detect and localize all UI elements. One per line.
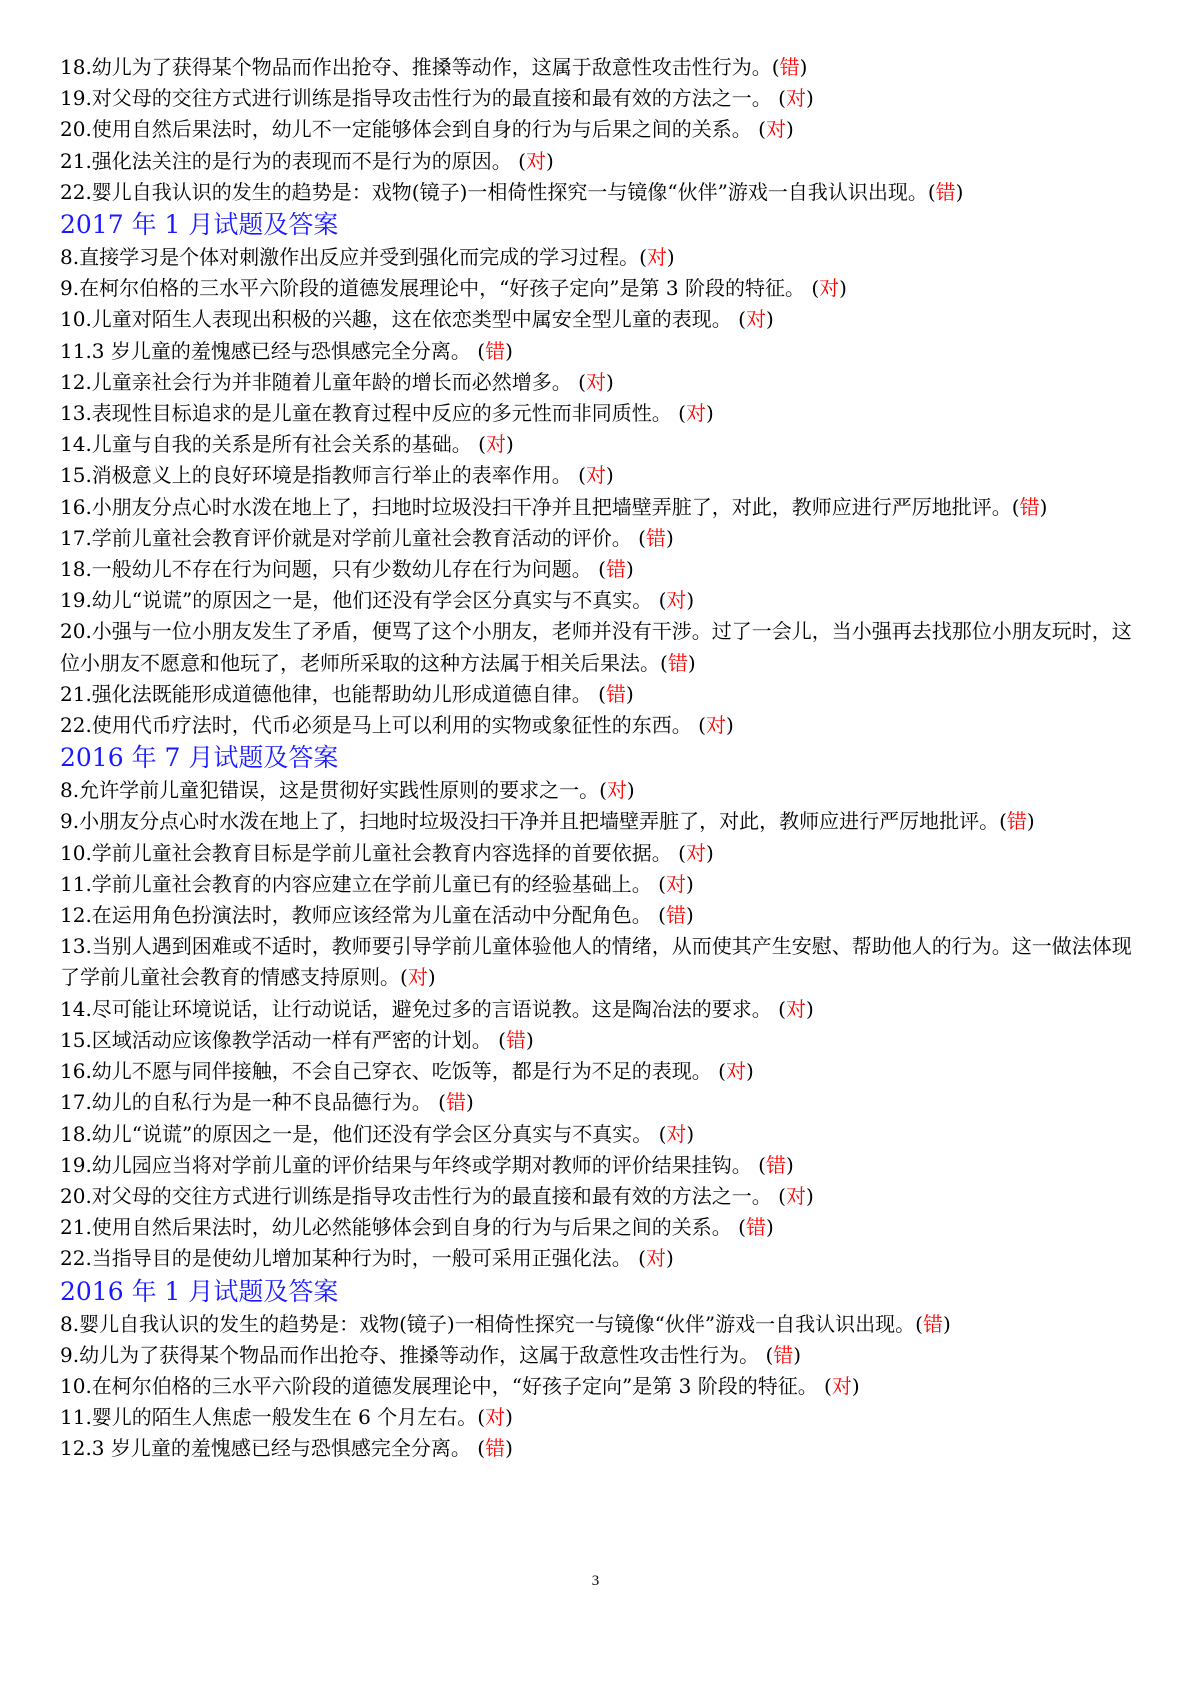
question-text: 20.对父母的交往方式进行训练是指导攻击性行为的最直接和最有效的方法之一。 ( [60, 1183, 786, 1208]
answer-mark: 对 [665, 871, 686, 896]
question-text: 19.对父母的交往方式进行训练是指导攻击性行为的最直接和最有效的方法之一。 ( [60, 86, 786, 111]
answer-mark: 对 [407, 965, 428, 990]
question-text: 16.幼儿不愿与同伴接触，不会自己穿衣、吃饭等，都是行为不足的表现。 ( [60, 1059, 726, 1084]
question-item [60, 177, 1142, 208]
answer-mark: 对 [785, 1183, 806, 1208]
answer-mark: 对 [525, 148, 546, 173]
question-text: 22.当指导目的是使幼儿增加某种行为时，一般可采用正强化法。 ( [60, 1246, 646, 1271]
answer-mark: 对 [819, 276, 840, 301]
section-heading: 2016 年 1 月试题及答案 [60, 1276, 339, 1306]
question-text: 10.儿童对陌生人表现出积极的兴趣，这在依恋类型中属安全型儿童的表现。 ( [60, 307, 746, 332]
question-item [60, 492, 1142, 523]
question-item [60, 1433, 1142, 1464]
question-item [60, 429, 1142, 460]
question-item [60, 1150, 1142, 1181]
page-number: 3 [591, 1573, 600, 1589]
closing-paren: ) [625, 557, 634, 582]
question-item [60, 336, 1142, 367]
question-item [60, 554, 1142, 585]
closing-paren: ) [605, 369, 614, 394]
closing-paren: ) [665, 1246, 674, 1271]
question-text: 15.区域活动应该像教学活动一样有严密的计划。 ( [60, 1027, 506, 1052]
closing-paren: ) [942, 1311, 951, 1336]
answer-mark: 对 [485, 1405, 506, 1430]
question-text: 21.强化法关注的是行为的表现而不是行为的原因。 ( [60, 148, 526, 173]
closing-paren: ) [955, 179, 964, 204]
question-text: 20.使用自然后果法时，幼儿不一定能够体会到自身的行为与后果之间的关系。 ( [60, 117, 766, 142]
question-item [60, 838, 1142, 869]
question-item [60, 52, 1142, 83]
question-item [60, 1119, 1142, 1150]
closing-paren: ) [505, 1405, 513, 1430]
answer-mark: 对 [606, 778, 627, 803]
closing-paren: ) [685, 903, 694, 928]
question-item [60, 1025, 1142, 1056]
question-text: 22.婴儿自我认识的发生的趋势是：戏物(镜子)一相倚性探究一与镜像“伙伴”游戏一自我认识出现。( [60, 179, 936, 204]
question-item [60, 398, 1142, 429]
closing-paren: ) [765, 307, 774, 332]
answer-mark: 错 [1006, 809, 1027, 834]
closing-paren: ) [687, 650, 696, 675]
answer-mark: 对 [705, 713, 726, 738]
question-text: 11.3 岁儿童的羞愧感已经与恐惧感完全分离。 ( [60, 338, 486, 363]
question-item [60, 1087, 1142, 1118]
closing-paren: ) [799, 55, 808, 79]
question-item [60, 1371, 1142, 1402]
question-item [60, 1243, 1142, 1274]
question-text: 18.幼儿“说谎”的原因之一是，他们还没有学会区分真实与不真实。 ( [60, 1121, 667, 1146]
closing-paren: ) [805, 996, 814, 1021]
answer-mark: 错 [745, 1215, 766, 1240]
closing-paren: ) [686, 588, 695, 613]
closing-paren: ) [1039, 494, 1048, 519]
answer-mark: 错 [605, 681, 626, 706]
document-page [60, 52, 1142, 1465]
closing-paren: ) [793, 1342, 802, 1367]
question-item [60, 1309, 1142, 1340]
answer-mark: 错 [445, 1090, 466, 1115]
closing-paren: ) [427, 965, 436, 990]
question-text: 11.婴儿的陌生人焦虑一般发生在 6 个月左右。( [60, 1405, 486, 1430]
answer-mark: 错 [765, 1152, 786, 1177]
section-heading: 2016 年 7 月试题及答案 [60, 743, 339, 773]
answer-mark: 对 [666, 588, 687, 613]
question-text: 9.在柯尔伯格的三水平六阶段的道德发展理论中，“好孩子定向”是第 3 阶段的特征。 ( [60, 276, 820, 301]
question-item [60, 367, 1142, 398]
question-text: 17.学前儿童社会教育评价就是对学前儿童社会教育活动的评价。 ( [60, 525, 646, 550]
question-text: 14.尽可能让环境说话，让行动说话，避免过多的言语说教。这是陶冶法的要求。 ( [60, 996, 786, 1021]
closing-paren: ) [505, 338, 513, 363]
question-item [60, 869, 1142, 900]
question-text: 9.小朋友分点心时水泼在地上了，扫地时垃圾没扫干净并且把墙壁弄脏了，对此，教师应进行严厉地批评。( [60, 809, 1007, 834]
answer-mark: 对 [585, 369, 606, 394]
question-item [60, 806, 1142, 837]
question-text: 10.在柯尔伯格的三水平六阶段的道德发展理论中，“好孩子定向”是第 3 阶段的特征。 ( [60, 1373, 832, 1398]
question-item [60, 585, 1142, 616]
question-text: 12.在运用角色扮演法时，教师应该经常为儿童在活动中分配角色。 ( [60, 903, 666, 928]
closing-paren: ) [605, 463, 614, 488]
closing-paren: ) [666, 245, 675, 270]
answer-mark: 错 [922, 1311, 943, 1336]
question-item [60, 775, 1142, 806]
closing-paren: ) [839, 276, 847, 301]
closing-paren: ) [785, 1152, 794, 1177]
closing-paren: ) [785, 117, 794, 142]
question-text: 19.幼儿园应当将对学前儿童的评价结果与年终或学期对教师的评价结果挂钩。 ( [60, 1152, 766, 1177]
closing-paren: ) [686, 1121, 695, 1146]
question-text: 12.3 岁儿童的羞愧感已经与恐惧感完全分离。 ( [60, 1436, 486, 1461]
question-text: 8.直接学习是个体对刺激作出反应并受到强化而完成的学习过程。( [60, 245, 647, 270]
closing-paren: ) [685, 871, 694, 896]
question-text: 8.允许学前儿童犯错误，这是贯彻好实践性原则的要求之一。( [60, 778, 607, 803]
answer-mark: 对 [785, 996, 806, 1021]
question-item [60, 994, 1142, 1025]
closing-paren: ) [765, 1215, 774, 1240]
answer-mark: 对 [745, 307, 766, 332]
closing-paren: ) [625, 681, 634, 706]
answer-mark: 对 [765, 117, 786, 142]
closing-paren: ) [1026, 809, 1035, 834]
answer-mark: 对 [831, 1373, 852, 1398]
closing-paren: ) [626, 778, 635, 803]
question-text: 13.表现性目标追求的是儿童在教育过程中反应的多元性而非同质性。 ( [60, 401, 686, 426]
question-item [60, 710, 1142, 741]
closing-paren: ) [705, 840, 714, 865]
answer-mark: 错 [645, 525, 666, 550]
closing-paren: ) [745, 1059, 754, 1084]
answer-mark: 对 [585, 463, 606, 488]
closing-paren: ) [851, 1373, 860, 1398]
answer-mark: 错 [605, 557, 626, 582]
answer-mark: 错 [667, 650, 688, 675]
question-item [60, 1056, 1142, 1087]
question-item [60, 931, 1142, 993]
closing-paren: ) [665, 525, 674, 550]
question-item [60, 523, 1142, 554]
question-text: 13.当别人遇到困难或不适时，教师要引导学前儿童体验他人的情绪，从而使其产生安慰、帮助他人的行为。这一做法体现了学前儿童社会教育的情感支持原则。( [60, 934, 1132, 990]
answer-mark: 对 [685, 401, 706, 426]
closing-paren: ) [525, 1027, 534, 1052]
closing-paren: ) [705, 401, 714, 426]
section-heading: 2017 年 1 月试题及答案 [60, 210, 339, 240]
question-text: 10.学前儿童社会教育目标是学前儿童社会教育内容选择的首要依据。 ( [60, 840, 686, 865]
question-text: 12.儿童亲社会行为并非随着儿童年龄的增长而必然增多。 ( [60, 369, 586, 394]
answer-mark: 错 [485, 338, 506, 363]
question-item [60, 83, 1142, 114]
question-item [60, 679, 1142, 710]
closing-paren: ) [505, 1436, 513, 1461]
question-item [60, 900, 1142, 931]
answer-mark: 对 [645, 1246, 666, 1271]
answer-mark: 错 [665, 903, 686, 928]
question-text: 9.幼儿为了获得某个物品而作出抢夺、推搡等动作，这属于敌意性攻击性行为。 ( [60, 1342, 774, 1367]
question-item [60, 114, 1142, 145]
question-item [60, 146, 1142, 177]
answer-mark: 错 [485, 1436, 506, 1461]
answer-mark: 对 [646, 245, 667, 270]
question-text: 11.学前儿童社会教育的内容应建立在学前儿童已有的经验基础上。 ( [60, 871, 666, 896]
answer-mark: 错 [935, 179, 956, 204]
question-item [60, 460, 1142, 491]
question-item [60, 1402, 1142, 1433]
closing-paren: ) [465, 1090, 474, 1115]
answer-mark: 对 [785, 86, 806, 111]
question-text: 18.幼儿为了获得某个物品而作出抢夺、推搡等动作，这属于敌意性攻击性行为。( [60, 55, 780, 79]
question-text: 21.使用自然后果法时，幼儿必然能够体会到自身的行为与后果之间的关系。 ( [60, 1215, 746, 1240]
question-text: 19.幼儿“说谎”的原因之一是，他们还没有学会区分真实与不真实。 ( [60, 588, 667, 613]
closing-paren: ) [505, 432, 514, 457]
answer-mark: 对 [666, 1121, 687, 1146]
question-item [60, 1212, 1142, 1243]
closing-paren: ) [805, 1183, 814, 1208]
closing-paren: ) [725, 713, 734, 738]
question-text: 17.幼儿的自私行为是一种不良品德行为。 ( [60, 1090, 446, 1115]
answer-mark: 错 [779, 55, 800, 79]
closing-paren: ) [545, 148, 554, 173]
question-text: 14.儿童与自我的关系是所有社会关系的基础。 ( [60, 432, 486, 457]
question-item [60, 1181, 1142, 1212]
question-text: 21.强化法既能形成道德他律，也能帮助幼儿形成道德自律。 ( [60, 681, 606, 706]
answer-mark: 错 [505, 1027, 526, 1052]
answer-mark: 对 [685, 840, 706, 865]
closing-paren: ) [805, 86, 814, 111]
question-item [60, 1340, 1142, 1371]
question-text: 18.一般幼儿不存在行为问题，只有少数幼儿存在行为问题。 ( [60, 557, 606, 582]
question-text: 8.婴儿自我认识的发生的趋势是：戏物(镜子)一相倚性探究一与镜像“伙伴”游戏一自我认识出现。( [60, 1311, 923, 1336]
answer-mark: 对 [725, 1059, 746, 1084]
answer-mark: 对 [485, 432, 506, 457]
question-item [60, 273, 1142, 304]
answer-mark: 错 [773, 1342, 794, 1367]
question-text: 20.小强与一位小朋友发生了矛盾，便骂了这个小朋友，老师并没有干涉。过了一会儿，当小强再去找那位小朋友玩时，这位小朋友不愿意和他玩了，老师所采取的这种方法属于相关后果法。( [60, 619, 1132, 675]
question-text: 22.使用代币疗法时，代币必须是马上可以利用的实物或象征性的东西。 ( [60, 713, 706, 738]
question-item [60, 242, 1142, 273]
question-text: 16.小朋友分点心时水泼在地上了，扫地时垃圾没扫干净并且把墙壁弄脏了，对此，教师应进行严厉地批评。( [60, 494, 1020, 519]
question-item [60, 304, 1142, 335]
question-text: 15.消极意义上的良好环境是指教师言行举止的表率作用。 ( [60, 463, 586, 488]
question-item [60, 616, 1142, 678]
answer-mark: 错 [1019, 494, 1040, 519]
